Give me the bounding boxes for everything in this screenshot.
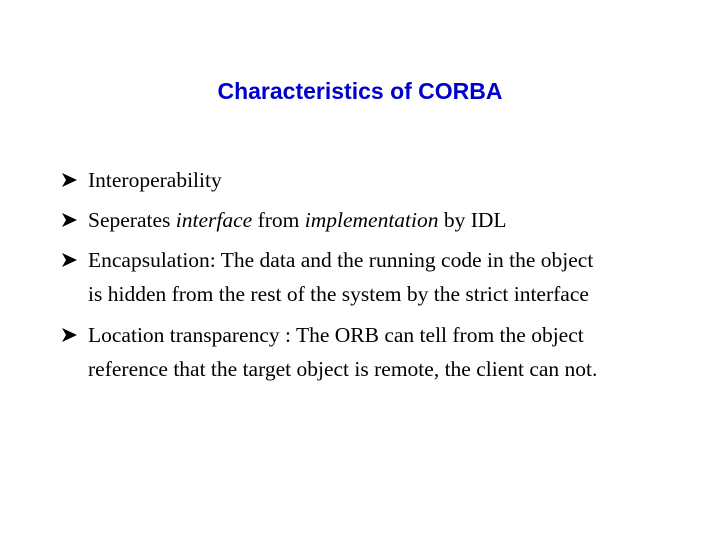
bullet-line: Encapsulation: The data and the running code in the object: [88, 248, 594, 272]
bullet-line: [60, 203, 680, 237]
text-segment: by IDL: [438, 208, 507, 232]
italic-term-implementation: implementation: [304, 208, 439, 232]
bullet-location-transparency: [60, 318, 680, 386]
arrowhead-bullet-icon: [60, 318, 84, 352]
bullet-idl: [60, 203, 680, 237]
arrowhead-bullet-icon: [60, 243, 84, 277]
bullet-encapsulation: [60, 243, 680, 311]
text-segment: Seperates: [88, 208, 176, 232]
bullet-line: is hidden from the rest of the system by the strict interface: [88, 282, 589, 306]
italic-term-interface: interface: [175, 208, 253, 232]
bullet-line: reference that the target object is remote, the client can not.: [88, 357, 598, 381]
bullet-line: Interoperability: [88, 168, 222, 192]
bullet-line: Location transparency : The ORB can tell from the object: [88, 323, 584, 347]
bullet-interoperability: [60, 163, 680, 197]
arrowhead-bullet-icon: [60, 203, 84, 237]
text-segment: from: [252, 208, 305, 232]
arrowhead-bullet-icon: [60, 163, 84, 197]
slide-title: Characteristics of CORBA: [217, 78, 503, 104]
